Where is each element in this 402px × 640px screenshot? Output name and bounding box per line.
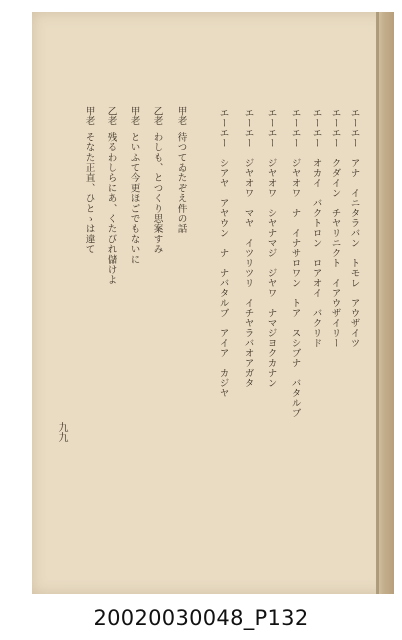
chant-line-7: エーエー シアヤ アヤウン ナ ナバタルブ アイア カジヤ [217,108,229,398]
page-gutter [376,12,379,594]
dialogue-line: 残るわしらにあ、くたびれ儲けよ [105,132,117,285]
chant-line-4: エーエー ジヤオワ ナ イナサロワン トア スシブナ バタルブ [289,108,301,418]
chant-line-6: エーエー ジヤオワ マヤ イツリツリ イチヤラバオアガタ [242,108,254,388]
speaker-label: 甲老 [83,106,95,126]
dialogue-line: わしも、とつくり思案すみ [151,132,163,255]
chant-line-2: エーエー クダイン チヤリニクト イアウザイリー [329,108,341,348]
chant-line-5: エーエー ジヤオワ シヤナマジ ジヤワ ナマジヨクカナン [265,108,277,388]
speaker-label: 乙老 [105,106,117,126]
archive-id-caption: 20020030048_P132 [93,606,309,630]
page-number: 九九 [56,422,67,442]
dialogue-line: 待つてゐたぞえ件の話 [175,132,187,234]
speaker-label: 乙老 [151,106,163,126]
speaker-label: 甲老 [175,106,187,126]
chant-line-3: エーエー オカイ バクトロン ロアオイ バクリド [310,108,322,348]
dialogue-line: そなた正直、ひとゝは違て [83,132,95,255]
dialogue-line: といふて今更ほごでもないに [128,132,140,265]
speaker-label: 甲老 [128,106,140,126]
chant-line-1: エーエー アナ イニタラバン トモレ アウザイツ [348,108,360,348]
